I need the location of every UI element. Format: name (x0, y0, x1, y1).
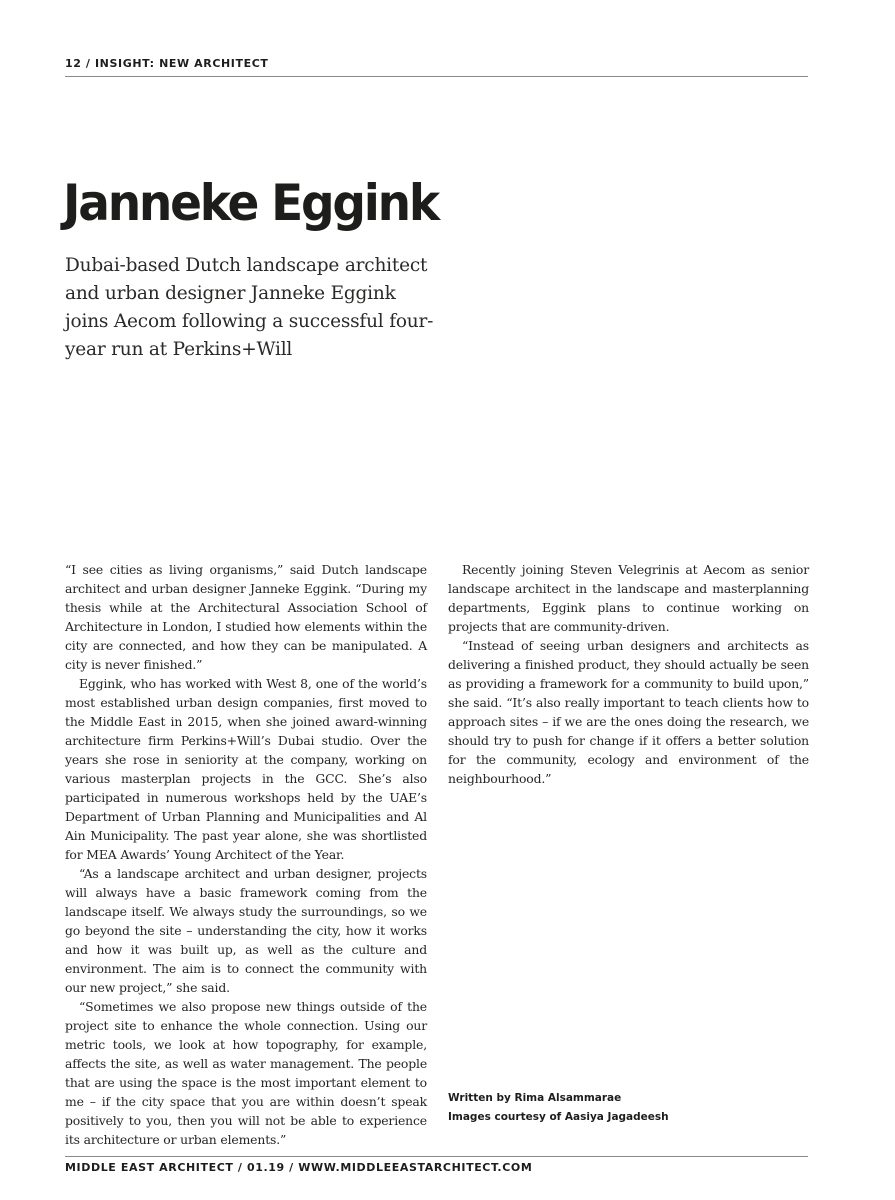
body-column-left (65, 560, 427, 1149)
body-column-right (448, 560, 809, 788)
header-rule (65, 76, 808, 77)
body-paragraph: “Sometimes we also propose new things outside of the project site to enhance the whole connection. Using our metric tools, we look at how topography, for example, affects the site, as well as water management. The people that are using the space is the most important element to me – if the city space that you are within doesn’t speak positively to you, then you will not be able to experience its architecture or urban elements.” (65, 999, 427, 1147)
author-credit: Written by Rima Alsammarae (448, 1092, 622, 1104)
body-paragraph: Eggink, who has worked with West 8, one of the world’s most established urban design companies, first moved to the Middle East in 2015, when she joined award-winning architecture firm Perkins+Will’s Dubai studio. Over the years she rose in seniority at the company, working on various masterplan projects in the GCC. She’s also participated in numerous workshops held by the UAE’s Department of Urban Planning and Municipalities and Al Ain Municipality. The past year alone, she was shortlisted for MEA Awards’ Young Architect of the Year. (65, 676, 427, 862)
article-standfirst: Dubai-based Dutch landscape architect and urban designer Janneke Eggink joins Aecom following a successful four-year run at Perkins+Will (65, 255, 434, 360)
body-paragraph: “Instead of seeing urban designers and architects as delivering a finished product, they should actually be seen as providing a framework for a community to build upon,” she said. “It’s also really important to teach clients how to approach sites – if we are the ones doing the research, we should try to push for change if it offers a better solution for the community, ecology and environment of the neighbourhood.” (448, 638, 809, 786)
article-title: Janneke Eggink (63, 174, 438, 232)
article-credits (448, 1089, 669, 1127)
body-paragraph: “I see cities as living organisms,” said Dutch landscape architect and urban designer Janneke Eggink. “During my thesis while at the Architectural Association School of Architecture in London, I studied how elements within the city are connected, and how they can be manipulated. A city is never finished.” (65, 562, 427, 672)
footer-rule (65, 1156, 808, 1157)
image-credit: Images courtesy of Aasiya Jagadeesh (448, 1111, 669, 1123)
running-head: 12 / INSIGHT: NEW ARCHITECT (65, 57, 269, 70)
page-footer: MIDDLE EAST ARCHITECT / 01.19 / WWW.MIDDLEEASTARCHITECT.COM (65, 1161, 533, 1174)
body-paragraph: “As a landscape architect and urban designer, projects will always have a basic framework coming from the landscape itself. We always study the surroundings, so we go beyond the site – understanding the city, how it works and how it was built up, as well as the culture and environment. The aim is to connect the community with our new project,” she said. (65, 866, 427, 995)
body-paragraph: Recently joining Steven Velegrinis at Aecom as senior landscape architect in the landscape and masterplanning departments, Eggink plans to continue working on projects that are community-driven. (448, 562, 809, 634)
